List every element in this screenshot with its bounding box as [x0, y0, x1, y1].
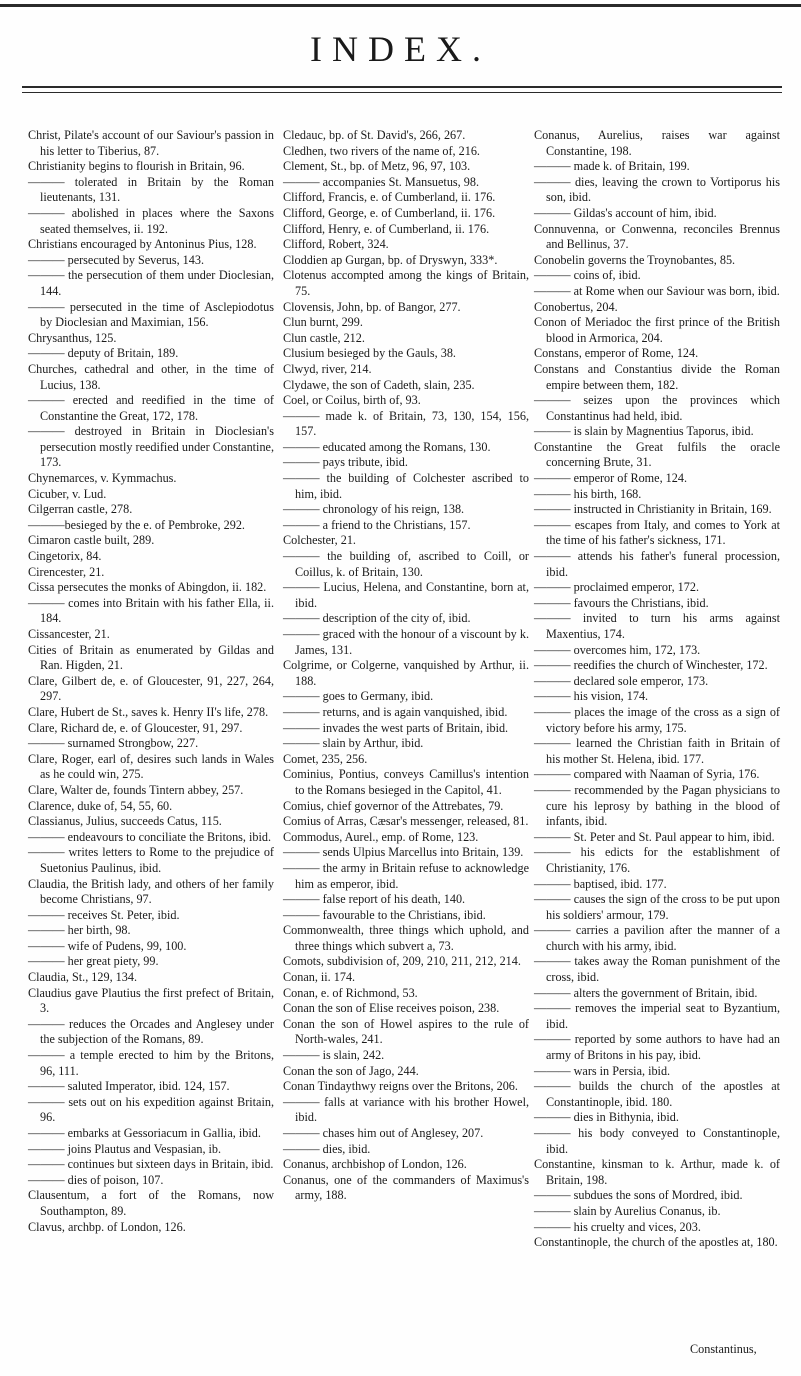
index-entry: Clavus, archbp. of London, 126. [28, 1219, 186, 1234]
index-entry: ——— his body conveyed to Constantinople, ibid. [534, 1126, 780, 1156]
index-entry: ——— wars in Persia, ibid. [534, 1063, 671, 1078]
index-entry: Conanus, archbishop of London, 126. [283, 1157, 467, 1172]
index-entry: ——— dies in Bithynia, ibid. [534, 1110, 679, 1125]
index-entry: ——— surnamed Strongbow, 227. [28, 736, 199, 751]
index-entry: Connuvenna, or Conwenna, reconciles Brennus and Bellinus, 37. [534, 221, 780, 252]
index-entry: Christians encouraged by Antoninus Pius, 128. [28, 237, 257, 252]
index-entry: ——— tolerated in Britain by the Roman lieutenants, 131. [28, 174, 274, 205]
index-entry: ——— receives St. Peter, ibid. [28, 907, 180, 922]
index-entry: Clare, Hubert de St., saves k. Henry II's life, 278. [28, 704, 269, 719]
index-entry: ——— comes into Britain with his father Ella, ii. 184. [28, 595, 274, 626]
index-entry: ——— wife of Pudens, 99, 100. [28, 938, 187, 953]
index-entry: ——— baptised, ibid. 177. [534, 876, 667, 891]
index-entry: ——— continues but sixteen days in Britain, ibid. [28, 1157, 274, 1172]
index-entry: Conan, e. of Richmond, 53. [283, 985, 418, 1000]
index-entry: ——— recommended by the Pagan physicians to cure his leprosy by bathing in the blood of infants, ibid. [534, 782, 780, 829]
index-entry: ——— causes the sign of the cross to be put upon his soldiers' armour, 179. [534, 892, 780, 922]
index-entry: Constans and Constantius divide the Roman empire between them, 182. [534, 361, 780, 392]
index-entry: ——— reported by some authors to have had an army of Britons in his pay, ibid. [534, 1032, 780, 1063]
index-entry: Colgrime, or Colgerne, vanquished by Arthur, ii. 188. [283, 658, 529, 688]
index-entry: Cledhen, two rivers of the name of, 216. [283, 143, 480, 158]
index-entry: Clifford, George, e. of Cumberland, ii. 176. [283, 205, 496, 220]
index-entry: Cominius, Pontius, conveys Camillus's intention to the Romans besieged in the Capitol, 41. [283, 767, 529, 797]
index-entry: ——— sets out on his expedition against Britain, 96. [28, 1094, 274, 1125]
index-entry: Conanus, one of the commanders of Maximus's army, 188. [283, 1172, 529, 1203]
index-entry: ——— builds the church of the apostles at Constantinople, ibid. 180. [534, 1079, 780, 1109]
index-entry: ——— the army in Britain refuse to acknowledge him as emperor, ibid. [283, 860, 529, 891]
index-entry: Clun castle, 212. [283, 330, 365, 345]
index-entry: ——— invades the west parts of Britain, ibid. [283, 720, 509, 735]
index-entry: Cissa persecutes the monks of Abingdon, ii. 182. [28, 580, 267, 595]
index-entry: ——— made k. of Britain, 73, 130, 154, 156, 157. [283, 408, 529, 439]
index-entry: Commonwealth, three things which uphold, and three things which subvert a, 73. [283, 923, 529, 953]
index-entry: ———besieged by the e. of Pembroke, 292. [28, 517, 245, 532]
index-entry: ——— deputy of Britain, 189. [28, 346, 179, 361]
index-entry: Clare, Roger, earl of, desires such lands in Wales as he could win, 275. [28, 751, 274, 782]
index-entry: ——— false report of his death, 140. [283, 892, 466, 907]
index-entry: ——— takes away the Roman punishment of the cross, ibid. [534, 954, 780, 985]
index-entry: Cloddien ap Gurgan, bp. of Dryswyn, 333*. [283, 252, 498, 267]
index-entry: Coel, or Coilus, birth of, 93. [283, 393, 421, 408]
index-entry: ——— invited to turn his arms against Maxentius, 174. [534, 611, 780, 641]
index-entry: ——— endeavours to conciliate the Britons, ibid. [28, 829, 272, 844]
index-entry: Conobertus, 204. [534, 299, 618, 314]
index-entry: ——— persecuted in the time of Asclepiodotus by Dioclesian and Maximian, 156. [28, 299, 274, 330]
index-entry: ——— reduces the Orcades and Anglesey under the subjection of the Romans, 89. [28, 1016, 274, 1047]
index-entry: Conan Tindaythwy reigns over the Britons, 206. [283, 1079, 518, 1094]
index-entry: ——— carries a pavilion after the manner of a church with his army, ibid. [534, 923, 780, 953]
index-entry: ——— removes the imperial seat to Byzantium, ibid. [534, 1001, 780, 1031]
index-entry: Cicuber, v. Lud. [28, 486, 107, 501]
index-entry: ——— abolished in places where the Saxons seated themselves, ii. 192. [28, 205, 274, 236]
index-entry: ——— dies of poison, 107. [28, 1172, 164, 1187]
index-entry: Clifford, Robert, 324. [283, 237, 389, 252]
index-column-3 [534, 128, 780, 1251]
index-entry: Claudia, St., 129, 134. [28, 970, 138, 985]
index-entry: ——— favours the Christians, ibid. [534, 595, 709, 610]
index-entry: ——— chronology of his reign, 138. [283, 502, 465, 517]
index-entry: ——— attends his father's funeral procession, ibid. [534, 549, 780, 579]
index-entry: ——— his birth, 168. [534, 486, 642, 501]
index-entry: Christ, Pilate's account of our Saviour's passion in his letter to Tiberius, 87. [28, 128, 274, 158]
index-entry: ——— the persecution of them under Dioclesian, 144. [28, 268, 274, 298]
index-entry: ——— overcomes him, 172, 173. [534, 642, 701, 657]
index-entry: Comius of Arras, Cæsar's messenger, released, 81. [283, 814, 529, 829]
index-entry: Constans, emperor of Rome, 124. [534, 346, 699, 361]
index-entry: Churches, cathedral and other, in the time of Lucius, 138. [28, 361, 274, 392]
index-entry: ——— his cruelty and vices, 203. [534, 1219, 701, 1234]
index-entry: Conan the son of Elise receives poison, 238. [283, 1001, 500, 1016]
index-entry: ——— is slain by Magnentius Taporus, ibid. [534, 424, 754, 439]
index-entry: Clwyd, river, 214. [283, 361, 372, 376]
index-entry: ——— at Rome when our Saviour was born, ibid. [534, 283, 780, 298]
index-entry: ——— compared with Naaman of Syria, 176. [534, 767, 760, 782]
top-rule [0, 4, 801, 7]
index-entry: ——— places the image of the cross as a sign of victory before his army, 175. [534, 704, 780, 735]
index-entry: Conanus, Aurelius, raises war against Constantine, 198. [534, 128, 780, 158]
index-entry: ——— reedifies the church of Winchester, 172. [534, 658, 768, 673]
index-entry: ——— is slain, 242. [283, 1048, 385, 1063]
index-entry: ——— subdues the sons of Mordred, ibid. [534, 1188, 743, 1203]
index-entry: ——— destroyed in Britain in Dioclesian's persecution mostly reedified under Constantine, 173. [28, 424, 274, 470]
index-entry: Clotenus accompted among the kings of Britain, 75. [283, 268, 529, 298]
index-entry: ——— the building of, ascribed to Coill, or Coillus, k. of Britain, 130. [283, 549, 529, 579]
index-entry: ——— slain by Aurelius Conanus, ib. [534, 1203, 721, 1218]
index-entry: Colchester, 21. [283, 533, 356, 548]
index-column-2 [283, 128, 529, 1204]
index-entry: Chynemarces, v. Kymmachus. [28, 471, 177, 486]
index-entry: Clun burnt, 299. [283, 315, 363, 330]
index-entry: ——— emperor of Rome, 124. [534, 471, 687, 486]
index-entry: Clare, Richard de, e. of Gloucester, 91, 297. [28, 720, 243, 735]
index-entry: Cilgerran castle, 278. [28, 502, 133, 517]
index-entry: Comots, subdivision of, 209, 210, 211, 212, 214. [283, 954, 521, 969]
index-entry: Clausentum, a fort of the Romans, now Southampton, 89. [28, 1188, 274, 1218]
index-entry: ——— seizes upon the provinces which Constantinus had held, ibid. [534, 393, 780, 423]
index-entry: ——— coins of, ibid. [534, 268, 641, 283]
index-entry: ——— chases him out of Anglesey, 207. [283, 1126, 484, 1140]
index-entry: Constantine, kinsman to k. Arthur, made k. of Britain, 198. [534, 1157, 780, 1187]
index-entry: ——— her birth, 98. [28, 923, 131, 938]
index-column-1 [28, 128, 274, 1235]
index-entry: ——— description of the city of, ibid. [283, 611, 471, 626]
index-entry: Clement, St., bp. of Metz, 96, 97, 103. [283, 159, 471, 174]
index-entry: ——— dies, ibid. [283, 1141, 371, 1156]
index-entry: Cissancester, 21. [28, 627, 110, 641]
index-entry: ——— goes to Germany, ibid. [283, 689, 434, 704]
index-entry: Clydawe, the son of Cadeth, slain, 235. [283, 377, 475, 392]
index-entry: ——— graced with the honour of a viscount by k. James, 131. [283, 627, 529, 657]
index-entry: ——— Gildas's account of him, ibid. [534, 205, 717, 220]
index-entry: ——— the building of Colchester ascribed to him, ibid. [283, 471, 529, 501]
index-entry: ——— St. Peter and St. Paul appear to him, ibid. [534, 829, 775, 844]
index-entry: Clare, Walter de, founds Tintern abbey, 257. [28, 782, 244, 797]
index-entry: ——— favourable to the Christians, ibid. [283, 907, 486, 922]
index-entry: Conon of Meriadoc the first prince of the British blood in Armorica, 204. [534, 315, 780, 345]
index-entry: ——— returns, and is again vanquished, ibid. [283, 704, 508, 719]
index-entry: ——— her great piety, 99. [28, 954, 159, 969]
title-rule [22, 86, 782, 88]
index-entry: Conobelin governs the Troynobantes, 85. [534, 252, 736, 267]
index-entry: Clovensis, John, bp. of Bangor, 277. [283, 299, 461, 314]
page-title: INDEX. [310, 29, 491, 69]
index-entry: ——— dies, leaving the crown to Vortiporus his son, ibid. [534, 174, 780, 205]
index-entry: ——— falls at variance with his brother Howel, ibid. [283, 1094, 529, 1125]
index-entry: ——— learned the Christian faith in Britain of his mother St. Helena, ibid. 177. [534, 736, 780, 766]
index-entry: Comet, 235, 256. [283, 751, 368, 766]
index-entry: ——— made k. of Britain, 199. [534, 159, 690, 174]
index-entry: ——— Lucius, Helena, and Constantine, born at, ibid. [283, 580, 529, 610]
index-entry: ——— persecuted by Severus, 143. [28, 252, 205, 267]
index-entry: Conan the son of Jago, 244. [283, 1063, 419, 1078]
index-entry: Christianity begins to flourish in Britain, 96. [28, 159, 245, 174]
index-entry: ——— a friend to the Christians, 157. [283, 517, 471, 532]
index-entry: Cimaron castle built, 289. [28, 533, 155, 548]
index-entry: Classianus, Julius, succeeds Catus, 115. [28, 814, 222, 829]
index-entry: Clifford, Henry, e. of Cumberland, ii. 176. [283, 221, 490, 236]
index-entry: Clusium besieged by the Gauls, 38. [283, 346, 456, 361]
index-entry: ——— declared sole emperor, 173. [534, 673, 709, 688]
index-entry: ——— saluted Imperator, ibid. 124, 157. [28, 1079, 230, 1094]
index-entry: ——— alters the government of Britain, ibid. [534, 985, 758, 1000]
index-entry: ——— sends Ulpius Marcellus into Britain, 139. [283, 845, 524, 860]
index-entry: Claudius gave Plautius the first prefect of Britain, 3. [28, 985, 274, 1016]
index-entry: ——— instructed in Christianity in Britain, 169. [534, 502, 772, 517]
index-entry: ——— pays tribute, ibid. [283, 455, 408, 470]
index-entry: Clarence, duke of, 54, 55, 60. [28, 798, 173, 813]
index-entry: ——— educated among the Romans, 130. [283, 439, 491, 454]
index-entry: Claudia, the British lady, and others of her family become Christians, 97. [28, 876, 274, 907]
index-entry: Clifford, Francis, e. of Cumberland, ii. 176. [283, 190, 496, 205]
catchword: Constantinus, [690, 1342, 757, 1356]
index-entry: ——— joins Plautus and Vespasian, ib. [28, 1141, 222, 1156]
index-entry: ——— accompanies St. Mansuetus, 98. [283, 174, 479, 189]
index-entry: ——— slain by Arthur, ibid. [283, 736, 424, 751]
index-entry: ——— a temple erected to him by the Britons, 96, 111. [28, 1048, 274, 1078]
index-entry: ——— his edicts for the establishment of Christianity, 176. [534, 845, 780, 875]
index-entry: Cirencester, 21. [28, 564, 105, 579]
title-rule-thin [22, 92, 782, 93]
index-entry: ——— his vision, 174. [534, 689, 649, 704]
index-entry: Comius, chief governor of the Attrebates, 79. [283, 798, 504, 813]
index-entry: Constantine the Great fulfils the oracle concerning Brute, 31. [534, 439, 780, 470]
index-entry: ——— writes letters to Rome to the prejudice of Suetonius Paulinus, ibid. [28, 845, 274, 875]
index-entry: Clare, Gilbert de, e. of Gloucester, 91, 227, 264, 297. [28, 673, 274, 704]
index-entry: Constantinople, the church of the apostles at, 180. [534, 1235, 778, 1250]
index-entry: Chrysanthus, 125. [28, 330, 117, 345]
index-entry: ——— escapes from Italy, and comes to York at the time of his father's sickness, 171. [534, 517, 780, 548]
index-entry: Cities of Britain as enumerated by Gildas and Ran. Higden, 21. [28, 642, 274, 673]
index-entry: ——— proclaimed emperor, 172. [534, 580, 700, 595]
index-entry: Conan, ii. 174. [283, 970, 356, 985]
index-entry: Commodus, Aurel., emp. of Rome, 123. [283, 829, 479, 844]
index-entry: Cledauc, bp. of St. David's, 266, 267. [283, 128, 466, 142]
index-entry: Cingetorix, 84. [28, 549, 102, 564]
index-entry: ——— erected and reedified in the time of Constantine the Great, 172, 178. [28, 393, 274, 423]
index-entry: Conan the son of Howel aspires to the rule of North-wales, 241. [283, 1016, 529, 1047]
index-entry: ——— embarks at Gessoriacum in Gallia, ibid. [28, 1126, 261, 1140]
